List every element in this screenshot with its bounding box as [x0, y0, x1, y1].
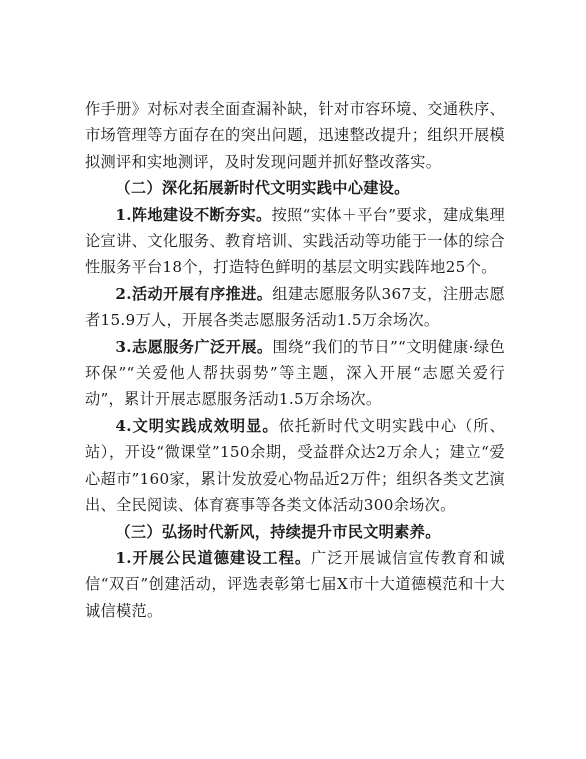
item-title: 2.活动开展有序推进。: [115, 284, 273, 303]
paragraph-text: 依托新时代文明实践中心（所、站），开设“微课堂”150余期，受益群众达2万余人；建立“爱心超市”160家，累计发放爱心物品近2万件；组织各类文艺演出、全民阅读、体育赛事等各类文体活动300余场次。: [85, 416, 506, 515]
paragraph-continued: [85, 96, 505, 175]
section-heading-3: [85, 519, 505, 545]
section-heading-2: [85, 175, 505, 201]
section-heading-text: （二）深化拓展新时代文明实践中心建设。: [115, 179, 410, 198]
section-heading-text: （三）弘扬时代新风，持续提升市民文明素养。: [115, 522, 441, 541]
paragraph-text: 广泛开展诚信宣传教育和诚信“双百”创建活动，评选表彰第七届X市十大道德模范和十大诚信模范。: [85, 548, 505, 620]
paragraph-3: [85, 334, 505, 413]
paragraph-text: 作手册》对标对表全面查漏补缺，针对市容环境、交通秩序、市场管理等方面存在的突出问题，迅速整改提升；组织开展模拟测评和实地测评，及时发现问题并抓好整改落实。: [85, 100, 505, 171]
item-title: 1.开展公民道德建设工程。: [115, 548, 312, 567]
document-body: [85, 96, 505, 624]
paragraph-2: [85, 281, 505, 334]
paragraph-5: [85, 545, 505, 624]
paragraph-text: 围绕“我们的节日”“文明健康·绿色环保”“关爱他人帮扶弱势”等主题，深入开展“志愿关爱行动”，累计开展志愿服务活动1.5万余场次。: [85, 337, 505, 409]
paragraph-text: 组建志愿服务队367支，注册志愿者15.9万人，开展各类志愿服务活动1.5万余场次。: [85, 284, 506, 330]
item-title: 3.志愿服务广泛开展。: [115, 337, 273, 356]
paragraph-1: [85, 202, 505, 281]
item-title: 4.文明实践成效明显。: [115, 416, 279, 435]
item-title: 1.阵地建设不断夯实。: [115, 205, 272, 224]
paragraph-text: 按照“实体＋平台”要求，建成集理论宣讲、文化服务、教育培训、实践活动等功能于一体的综合性服务平台18个，打造特色鲜明的基层文明实践阵地25个。: [85, 205, 505, 277]
paragraph-4: [85, 413, 505, 519]
